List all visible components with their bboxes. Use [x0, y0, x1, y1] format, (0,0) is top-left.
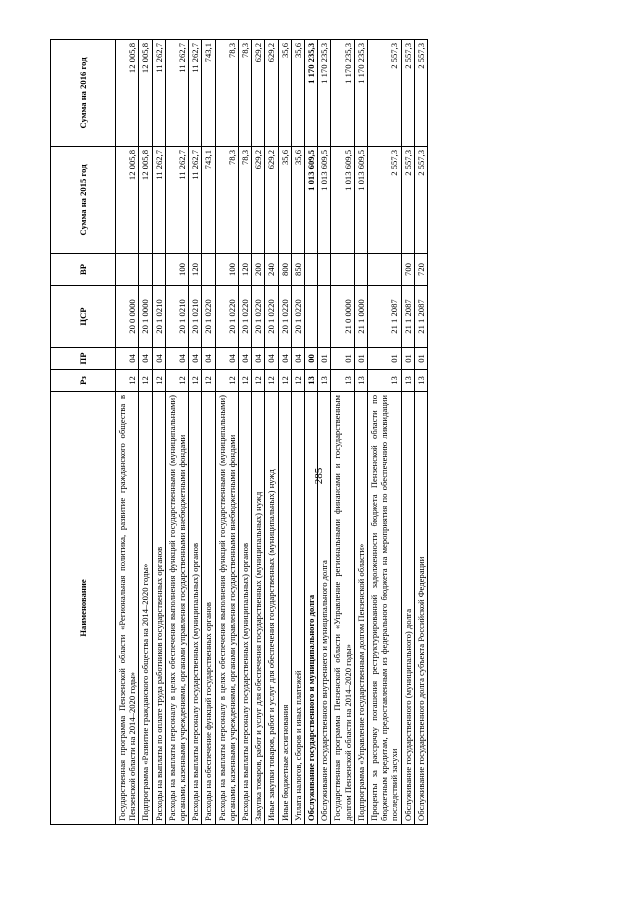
- row-pr: 04: [278, 348, 291, 370]
- row-csr: 20 1 0220: [215, 286, 238, 348]
- table-row: [165, 40, 188, 825]
- row-sum-2016: 12 005,8: [139, 40, 152, 147]
- row-rz: 12: [278, 370, 291, 392]
- table-row: [291, 40, 304, 825]
- row-pr: 04: [252, 348, 265, 370]
- row-sum-2015: 11 262,7: [152, 147, 165, 254]
- row-vr: [139, 254, 152, 286]
- row-vr: [368, 254, 402, 286]
- row-vr: [305, 254, 318, 286]
- row-rz: 13: [305, 370, 318, 392]
- row-vr: [152, 254, 165, 286]
- row-rz: 13: [401, 370, 414, 392]
- row-sum-2016: 11 262,7: [165, 40, 188, 147]
- row-csr: 20 1 0210: [165, 286, 188, 348]
- row-name: Обслуживание государственного (муниципального) долга: [401, 392, 414, 825]
- row-vr: 100: [165, 254, 188, 286]
- row-sum-2015: 11 262,7: [165, 147, 188, 254]
- row-pr: 01: [318, 348, 331, 370]
- row-csr: [305, 286, 318, 348]
- table-row: [252, 40, 265, 825]
- row-csr: 20 1 0220: [278, 286, 291, 348]
- row-sum-2016: 35,6: [278, 40, 291, 147]
- row-rz: 12: [202, 370, 215, 392]
- header-pr: ПР: [51, 348, 116, 370]
- row-sum-2016: 12 005,8: [116, 40, 139, 147]
- row-rz: 12: [215, 370, 238, 392]
- header-rz: Рз: [51, 370, 116, 392]
- row-sum-2015: 12 005,8: [139, 147, 152, 254]
- row-vr: 700: [401, 254, 414, 286]
- table-row: [354, 40, 367, 825]
- row-sum-2015: 78,3: [215, 147, 238, 254]
- row-pr: 01: [354, 348, 367, 370]
- row-csr: 20 0 0000: [116, 286, 139, 348]
- row-csr: 21 1 2087: [368, 286, 402, 348]
- row-csr: 20 1 0220: [291, 286, 304, 348]
- table-row: [278, 40, 291, 825]
- row-name: Обслуживание государственного долга субъекта Российской Федерации: [414, 392, 427, 825]
- row-rz: 12: [116, 370, 139, 392]
- row-sum-2016: 78,3: [239, 40, 252, 147]
- row-sum-2016: 1 170 235,3: [354, 40, 367, 147]
- row-pr: 01: [401, 348, 414, 370]
- row-rz: 12: [239, 370, 252, 392]
- row-sum-2015: 2 557,3: [368, 147, 402, 254]
- table-header-row: [51, 40, 116, 825]
- row-rz: 12: [265, 370, 278, 392]
- row-sum-2016: 11 262,7: [152, 40, 165, 147]
- row-csr: 21 1 0000: [354, 286, 367, 348]
- header-sum-2015: Сумма на 2015 год: [51, 147, 116, 254]
- row-vr: 720: [414, 254, 427, 286]
- row-sum-2016: 1 170 235,3: [318, 40, 331, 147]
- row-pr: 00: [305, 348, 318, 370]
- header-csr: ЦСР: [51, 286, 116, 348]
- row-name: Расходы на обеспечение функций государственных органов: [202, 392, 215, 825]
- row-rz: 12: [291, 370, 304, 392]
- row-name: Государственная программа Пензенской области «Управление региональными финансами и государственным долгом Пензенской области на 2014–2020 годы»: [331, 392, 354, 825]
- row-name: Иные закупки товаров, работ и услуг для обеспечения государственных (муниципальных) нужд: [265, 392, 278, 825]
- row-sum-2015: 12 005,8: [116, 147, 139, 254]
- row-sum-2016: 2 557,3: [401, 40, 414, 147]
- row-name: Обслуживание государственного и муниципального долга: [305, 392, 318, 825]
- row-pr: 04: [215, 348, 238, 370]
- table-row: [305, 40, 318, 825]
- row-vr: [318, 254, 331, 286]
- row-sum-2016: 35,6: [291, 40, 304, 147]
- row-rz: 13: [414, 370, 427, 392]
- table-row: [318, 40, 331, 825]
- table-row: [239, 40, 252, 825]
- row-name: Государственная программа Пензенской области «Региональная политика, развитие гражданского общества в Пензенской области на 2014–2020 годы»: [116, 392, 139, 825]
- row-rz: 12: [139, 370, 152, 392]
- row-csr: 20 1 0210: [152, 286, 165, 348]
- row-name: Уплата налогов, сборов и иных платежей: [291, 392, 304, 825]
- header-name: Наименование: [51, 392, 116, 825]
- table-row: [414, 40, 427, 825]
- row-sum-2015: 743,1: [202, 147, 215, 254]
- header-vr: ВР: [51, 254, 116, 286]
- row-rz: 12: [252, 370, 265, 392]
- row-sum-2015: 629,2: [265, 147, 278, 254]
- row-pr: 04: [152, 348, 165, 370]
- budget-table: [50, 39, 428, 825]
- row-rz: 12: [189, 370, 202, 392]
- table-body: [116, 40, 428, 825]
- row-name: Расходы на выплаты по оплате труда работников государственных органов: [152, 392, 165, 825]
- row-csr: 20 1 0220: [239, 286, 252, 348]
- row-name: Проценты за рассрочку погашения реструктурированной задолженности бюджета Пензенской области по бюджетным кредитам, предоставленным из федерального бюджета на мероприятия по обеспечению ликвидации последствий засухи: [368, 392, 402, 825]
- row-sum-2016: 743,1: [202, 40, 215, 147]
- table-row: [139, 40, 152, 825]
- table-row: [215, 40, 238, 825]
- table-row: [189, 40, 202, 825]
- row-rz: 13: [368, 370, 402, 392]
- row-sum-2015: 629,2: [252, 147, 265, 254]
- row-name: Иные бюджетные ассигнования: [278, 392, 291, 825]
- row-vr: 200: [252, 254, 265, 286]
- row-sum-2016: 2 557,3: [368, 40, 402, 147]
- row-rz: 13: [354, 370, 367, 392]
- row-csr: 20 1 0220: [252, 286, 265, 348]
- row-vr: 120: [189, 254, 202, 286]
- row-pr: 04: [291, 348, 304, 370]
- row-vr: [116, 254, 139, 286]
- row-name: Подпрограмма «Управление государственным долгом Пензенской области»: [354, 392, 367, 825]
- row-vr: [331, 254, 354, 286]
- page-number: 285: [313, 467, 325, 485]
- row-csr: 20 1 0210: [189, 286, 202, 348]
- row-csr: 21 0 0000: [331, 286, 354, 348]
- row-sum-2015: 11 262,7: [189, 147, 202, 254]
- row-csr: 21 1 2087: [401, 286, 414, 348]
- table-row: [401, 40, 414, 825]
- table-row: [368, 40, 402, 825]
- row-csr: 20 1 0220: [265, 286, 278, 348]
- table-row: [116, 40, 139, 825]
- row-vr: [354, 254, 367, 286]
- row-sum-2015: 2 557,3: [401, 147, 414, 254]
- row-sum-2016: 78,3: [215, 40, 238, 147]
- row-pr: 01: [368, 348, 402, 370]
- table-row: [152, 40, 165, 825]
- row-sum-2016: 629,2: [265, 40, 278, 147]
- row-pr: 04: [265, 348, 278, 370]
- row-rz: 13: [318, 370, 331, 392]
- row-pr: 04: [189, 348, 202, 370]
- row-pr: 04: [202, 348, 215, 370]
- row-csr: 21 1 2087: [414, 286, 427, 348]
- table-row: [202, 40, 215, 825]
- row-sum-2015: 35,6: [278, 147, 291, 254]
- row-sum-2015: 1 013 609,5: [331, 147, 354, 254]
- row-rz: 12: [165, 370, 188, 392]
- row-vr: 850: [291, 254, 304, 286]
- row-sum-2016: 629,2: [252, 40, 265, 147]
- row-sum-2016: 1 170 235,3: [305, 40, 318, 147]
- row-pr: 04: [165, 348, 188, 370]
- row-sum-2015: 78,3: [239, 147, 252, 254]
- row-sum-2016: 1 170 235,3: [331, 40, 354, 147]
- row-vr: [202, 254, 215, 286]
- row-vr: 240: [265, 254, 278, 286]
- row-rz: 13: [331, 370, 354, 392]
- row-name: Расходы на выплаты персоналу в целях обеспечения выполнения функций государственными (муниципальными) органами, казенными учреждениями, органами управления государственными внебюджетными фондами: [215, 392, 238, 825]
- row-vr: 800: [278, 254, 291, 286]
- row-sum-2016: 11 262,7: [189, 40, 202, 147]
- row-sum-2015: 1 013 609,5: [354, 147, 367, 254]
- row-pr: 01: [414, 348, 427, 370]
- table-row: [265, 40, 278, 825]
- header-sum-2016: Сумма на 2016 год: [51, 40, 116, 147]
- rotated-page-content: [50, 40, 530, 825]
- row-pr: 04: [116, 348, 139, 370]
- row-pr: 04: [239, 348, 252, 370]
- row-csr: 20 1 0000: [139, 286, 152, 348]
- row-name: Расходы на выплаты персоналу государственных (муниципальных) органов: [239, 392, 252, 825]
- table-row: [331, 40, 354, 825]
- row-name: Закупка товаров, работ и услуг для обеспечения государственных (муниципальных) нужд: [252, 392, 265, 825]
- row-name: Расходы на выплаты персоналу в целях обеспечения выполнения функций государственными (муниципальными) органами, казенными учреждениями, органами управления государственными внебюджетными фондами: [165, 392, 188, 825]
- row-csr: 20 1 0220: [202, 286, 215, 348]
- row-sum-2015: 35,6: [291, 147, 304, 254]
- row-pr: 01: [331, 348, 354, 370]
- row-name: Подпрограмма «Развитие гражданского общества на 2014–2020 годы»: [139, 392, 152, 825]
- row-csr: [318, 286, 331, 348]
- row-pr: 04: [139, 348, 152, 370]
- row-sum-2015: 1 013 609,5: [318, 147, 331, 254]
- row-rz: 12: [152, 370, 165, 392]
- row-vr: 120: [239, 254, 252, 286]
- row-sum-2015: 1 013 609,5: [305, 147, 318, 254]
- row-name: Обслуживание государственного внутреннего и муниципального долга: [318, 392, 331, 825]
- row-vr: 100: [215, 254, 238, 286]
- row-sum-2015: 2 557,3: [414, 147, 427, 254]
- row-sum-2016: 2 557,3: [414, 40, 427, 147]
- row-name: Расходы на выплаты персоналу государственных (муниципальных) органов: [189, 392, 202, 825]
